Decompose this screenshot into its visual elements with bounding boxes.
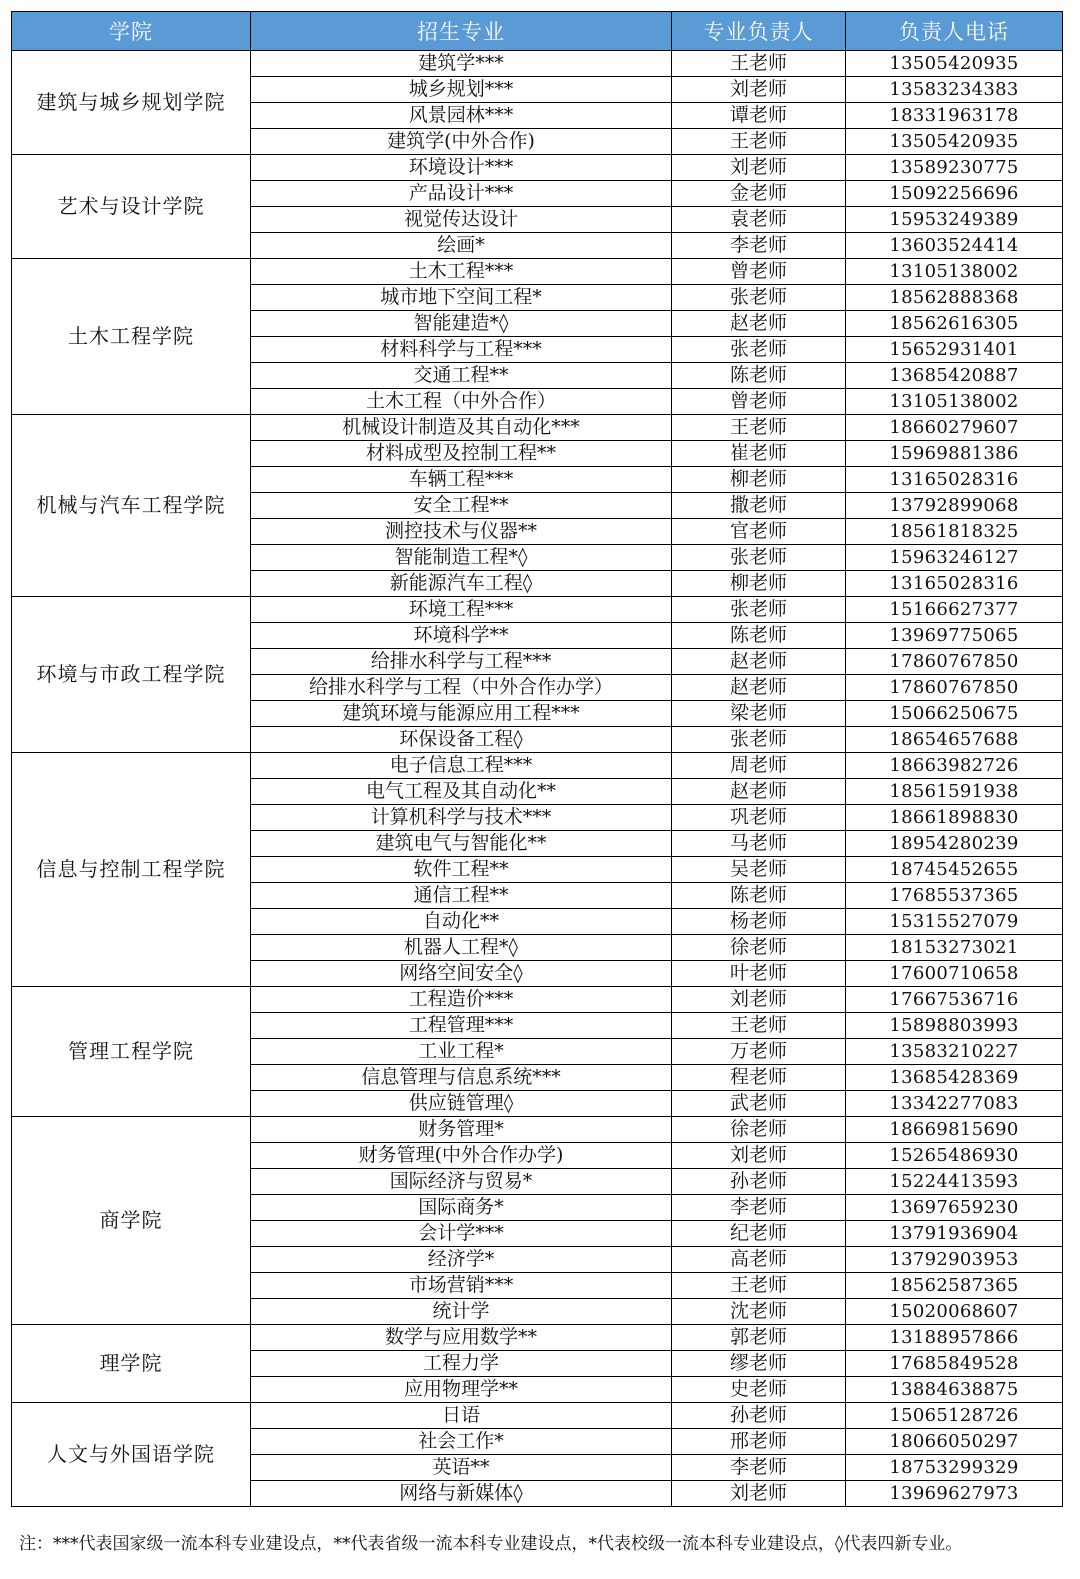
teacher-cell: 周老师: [672, 753, 846, 779]
teacher-cell: 武老师: [672, 1091, 846, 1117]
major-cell: 建筑学***: [251, 51, 672, 77]
phone-cell: 18753299329: [846, 1455, 1063, 1481]
teacher-cell: 郭老师: [672, 1325, 846, 1351]
phone-cell: 18660279607: [846, 415, 1063, 441]
teacher-cell: 徐老师: [672, 1117, 846, 1143]
phone-cell: 18562888368: [846, 285, 1063, 311]
header-major: 招生专业: [251, 12, 672, 51]
phone-cell: 13165028316: [846, 571, 1063, 597]
major-cell: 统计学: [251, 1299, 672, 1325]
major-cell: 日语: [251, 1403, 672, 1429]
major-cell: 经济学*: [251, 1247, 672, 1273]
phone-cell: 13792903953: [846, 1247, 1063, 1273]
phone-cell: 13969627973: [846, 1481, 1063, 1507]
header-row: [12, 12, 1063, 51]
phone-cell: 15969881386: [846, 441, 1063, 467]
major-cell: 机器人工程*◊: [251, 935, 672, 961]
college-name: 艺术与设计学院: [12, 155, 251, 259]
major-cell: 自动化**: [251, 909, 672, 935]
phone-cell: 18066050297: [846, 1429, 1063, 1455]
teacher-cell: 杨老师: [672, 909, 846, 935]
phone-cell: 17667536716: [846, 987, 1063, 1013]
major-cell: 视觉传达设计: [251, 207, 672, 233]
table-row: [12, 753, 1063, 779]
admissions-table: [11, 11, 1063, 1507]
major-cell: 应用物理学**: [251, 1377, 672, 1403]
table-row: [12, 1325, 1063, 1351]
teacher-cell: 袁老师: [672, 207, 846, 233]
major-cell: 风景园林***: [251, 103, 672, 129]
major-cell: 材料科学与工程***: [251, 337, 672, 363]
college-name: 机械与汽车工程学院: [12, 415, 251, 597]
teacher-cell: 梁老师: [672, 701, 846, 727]
teacher-cell: 刘老师: [672, 77, 846, 103]
teacher-cell: 官老师: [672, 519, 846, 545]
phone-cell: 13105138002: [846, 389, 1063, 415]
phone-cell: 18153273021: [846, 935, 1063, 961]
major-cell: 新能源汽车工程◊: [251, 571, 672, 597]
major-cell: 建筑学(中外合作): [251, 129, 672, 155]
major-cell: 工程造价***: [251, 987, 672, 1013]
phone-cell: 13697659230: [846, 1195, 1063, 1221]
phone-cell: 18562587365: [846, 1273, 1063, 1299]
major-cell: 城市地下空间工程*: [251, 285, 672, 311]
major-cell: 软件工程**: [251, 857, 672, 883]
table-row: [12, 1117, 1063, 1143]
major-cell: 智能制造工程*◊: [251, 545, 672, 571]
phone-cell: 13969775065: [846, 623, 1063, 649]
teacher-cell: 曾老师: [672, 259, 846, 285]
major-cell: 给排水科学与工程（中外合作办学）: [251, 675, 672, 701]
phone-cell: 13165028316: [846, 467, 1063, 493]
teacher-cell: 金老师: [672, 181, 846, 207]
major-cell: 环保设备工程◊: [251, 727, 672, 753]
major-cell: 环境工程***: [251, 597, 672, 623]
phone-cell: 15652931401: [846, 337, 1063, 363]
header-phone: 负责人电话: [846, 12, 1063, 51]
phone-cell: 13188957866: [846, 1325, 1063, 1351]
major-cell: 土木工程***: [251, 259, 672, 285]
teacher-cell: 赵老师: [672, 311, 846, 337]
teacher-cell: 张老师: [672, 285, 846, 311]
phone-cell: 18745452655: [846, 857, 1063, 883]
table-row: [12, 259, 1063, 285]
teacher-cell: 王老师: [672, 1013, 846, 1039]
phone-cell: 13603524414: [846, 233, 1063, 259]
teacher-cell: 柳老师: [672, 467, 846, 493]
phone-cell: 17685537365: [846, 883, 1063, 909]
college-name: 信息与控制工程学院: [12, 753, 251, 987]
teacher-cell: 刘老师: [672, 987, 846, 1013]
teacher-cell: 王老师: [672, 415, 846, 441]
major-cell: 绘画*: [251, 233, 672, 259]
teacher-cell: 刘老师: [672, 1481, 846, 1507]
footnote: 注：***代表国家级一流本科专业建设点，**代表省级一流本科专业建设点，*代表校级一流本科专业建设点，◊代表四新专业。: [19, 1534, 963, 1554]
teacher-cell: 缪老师: [672, 1351, 846, 1377]
major-cell: 国际商务*: [251, 1195, 672, 1221]
phone-cell: 17685849528: [846, 1351, 1063, 1377]
phone-cell: 13791936904: [846, 1221, 1063, 1247]
major-cell: 建筑电气与智能化**: [251, 831, 672, 857]
phone-cell: 17860767850: [846, 649, 1063, 675]
major-cell: 网络空间安全◊: [251, 961, 672, 987]
college-name: 理学院: [12, 1325, 251, 1403]
teacher-cell: 高老师: [672, 1247, 846, 1273]
major-cell: 工业工程*: [251, 1039, 672, 1065]
header-teacher: 专业负责人: [672, 12, 846, 51]
teacher-cell: 李老师: [672, 1455, 846, 1481]
phone-cell: 15065128726: [846, 1403, 1063, 1429]
table-row: [12, 155, 1063, 181]
teacher-cell: 崔老师: [672, 441, 846, 467]
teacher-cell: 李老师: [672, 1195, 846, 1221]
major-cell: 工程力学: [251, 1351, 672, 1377]
phone-cell: 15092256696: [846, 181, 1063, 207]
teacher-cell: 赵老师: [672, 779, 846, 805]
major-cell: 给排水科学与工程***: [251, 649, 672, 675]
phone-cell: 13685428369: [846, 1065, 1063, 1091]
major-cell: 英语**: [251, 1455, 672, 1481]
phone-cell: 18331963178: [846, 103, 1063, 129]
teacher-cell: 王老师: [672, 129, 846, 155]
table-row: [12, 415, 1063, 441]
major-cell: 材料成型及控制工程**: [251, 441, 672, 467]
phone-cell: 18654657688: [846, 727, 1063, 753]
college-name: 管理工程学院: [12, 987, 251, 1117]
teacher-cell: 邢老师: [672, 1429, 846, 1455]
major-cell: 建筑环境与能源应用工程***: [251, 701, 672, 727]
college-name: 商学院: [12, 1117, 251, 1325]
major-cell: 供应链管理◊: [251, 1091, 672, 1117]
teacher-cell: 孙老师: [672, 1403, 846, 1429]
major-cell: 信息管理与信息系统***: [251, 1065, 672, 1091]
major-cell: 会计学***: [251, 1221, 672, 1247]
major-cell: 电子信息工程***: [251, 753, 672, 779]
teacher-cell: 巩老师: [672, 805, 846, 831]
major-cell: 财务管理*: [251, 1117, 672, 1143]
phone-cell: 15315527079: [846, 909, 1063, 935]
teacher-cell: 刘老师: [672, 155, 846, 181]
phone-cell: 15953249389: [846, 207, 1063, 233]
teacher-cell: 李老师: [672, 233, 846, 259]
table-row: [12, 987, 1063, 1013]
major-cell: 数学与应用数学**: [251, 1325, 672, 1351]
major-cell: 财务管理(中外合作办学): [251, 1143, 672, 1169]
teacher-cell: 赵老师: [672, 649, 846, 675]
teacher-cell: 史老师: [672, 1377, 846, 1403]
phone-cell: 13685420887: [846, 363, 1063, 389]
teacher-cell: 谭老师: [672, 103, 846, 129]
teacher-cell: 纪老师: [672, 1221, 846, 1247]
teacher-cell: 陈老师: [672, 883, 846, 909]
phone-cell: 18561818325: [846, 519, 1063, 545]
college-name: 土木工程学院: [12, 259, 251, 415]
teacher-cell: 徐老师: [672, 935, 846, 961]
teacher-cell: 叶老师: [672, 961, 846, 987]
major-cell: 城乡规划***: [251, 77, 672, 103]
college-name: 环境与市政工程学院: [12, 597, 251, 753]
table-row: [12, 597, 1063, 623]
phone-cell: 13583234383: [846, 77, 1063, 103]
phone-cell: 15020068607: [846, 1299, 1063, 1325]
phone-cell: 17600710658: [846, 961, 1063, 987]
teacher-cell: 张老师: [672, 597, 846, 623]
phone-cell: 13505420935: [846, 129, 1063, 155]
major-cell: 计算机科学与技术***: [251, 805, 672, 831]
phone-cell: 18954280239: [846, 831, 1063, 857]
phone-cell: 15224413593: [846, 1169, 1063, 1195]
phone-cell: 13505420935: [846, 51, 1063, 77]
phone-cell: 15898803993: [846, 1013, 1063, 1039]
phone-cell: 15963246127: [846, 545, 1063, 571]
header-college: 学院: [12, 12, 251, 51]
teacher-cell: 王老师: [672, 51, 846, 77]
teacher-cell: 王老师: [672, 1273, 846, 1299]
major-cell: 交通工程**: [251, 363, 672, 389]
major-cell: 测控技术与仪器**: [251, 519, 672, 545]
phone-cell: 18661898830: [846, 805, 1063, 831]
phone-cell: 13105138002: [846, 259, 1063, 285]
major-cell: 工程管理***: [251, 1013, 672, 1039]
major-cell: 社会工作*: [251, 1429, 672, 1455]
teacher-cell: 撒老师: [672, 493, 846, 519]
teacher-cell: 赵老师: [672, 675, 846, 701]
teacher-cell: 万老师: [672, 1039, 846, 1065]
phone-cell: 15166627377: [846, 597, 1063, 623]
phone-cell: 13792899068: [846, 493, 1063, 519]
major-cell: 电气工程及其自动化**: [251, 779, 672, 805]
major-cell: 市场营销***: [251, 1273, 672, 1299]
teacher-cell: 陈老师: [672, 623, 846, 649]
teacher-cell: 张老师: [672, 545, 846, 571]
phone-cell: 18561591938: [846, 779, 1063, 805]
phone-cell: 18562616305: [846, 311, 1063, 337]
major-cell: 土木工程（中外合作）: [251, 389, 672, 415]
teacher-cell: 马老师: [672, 831, 846, 857]
teacher-cell: 刘老师: [672, 1143, 846, 1169]
phone-cell: 15265486930: [846, 1143, 1063, 1169]
phone-cell: 13884638875: [846, 1377, 1063, 1403]
major-cell: 网络与新媒体◊: [251, 1481, 672, 1507]
teacher-cell: 孙老师: [672, 1169, 846, 1195]
teacher-cell: 吴老师: [672, 857, 846, 883]
teacher-cell: 张老师: [672, 337, 846, 363]
major-cell: 智能建造*◊: [251, 311, 672, 337]
teacher-cell: 沈老师: [672, 1299, 846, 1325]
table-row: [12, 1403, 1063, 1429]
major-cell: 通信工程**: [251, 883, 672, 909]
college-name: 人文与外国语学院: [12, 1403, 251, 1507]
teacher-cell: 陈老师: [672, 363, 846, 389]
teacher-cell: 张老师: [672, 727, 846, 753]
table-row: [12, 51, 1063, 77]
teacher-cell: 柳老师: [672, 571, 846, 597]
major-cell: 环境设计***: [251, 155, 672, 181]
teacher-cell: 曾老师: [672, 389, 846, 415]
major-cell: 安全工程**: [251, 493, 672, 519]
major-cell: 车辆工程***: [251, 467, 672, 493]
major-cell: 环境科学**: [251, 623, 672, 649]
phone-cell: 13583210227: [846, 1039, 1063, 1065]
phone-cell: 13342277083: [846, 1091, 1063, 1117]
college-name: 建筑与城乡规划学院: [12, 51, 251, 155]
teacher-cell: 程老师: [672, 1065, 846, 1091]
major-cell: 国际经济与贸易*: [251, 1169, 672, 1195]
table-body: [12, 51, 1063, 1507]
phone-cell: 18663982726: [846, 753, 1063, 779]
major-cell: 产品设计***: [251, 181, 672, 207]
phone-cell: 15066250675: [846, 701, 1063, 727]
phone-cell: 13589230775: [846, 155, 1063, 181]
phone-cell: 18669815690: [846, 1117, 1063, 1143]
major-cell: 机械设计制造及其自动化***: [251, 415, 672, 441]
phone-cell: 17860767850: [846, 675, 1063, 701]
